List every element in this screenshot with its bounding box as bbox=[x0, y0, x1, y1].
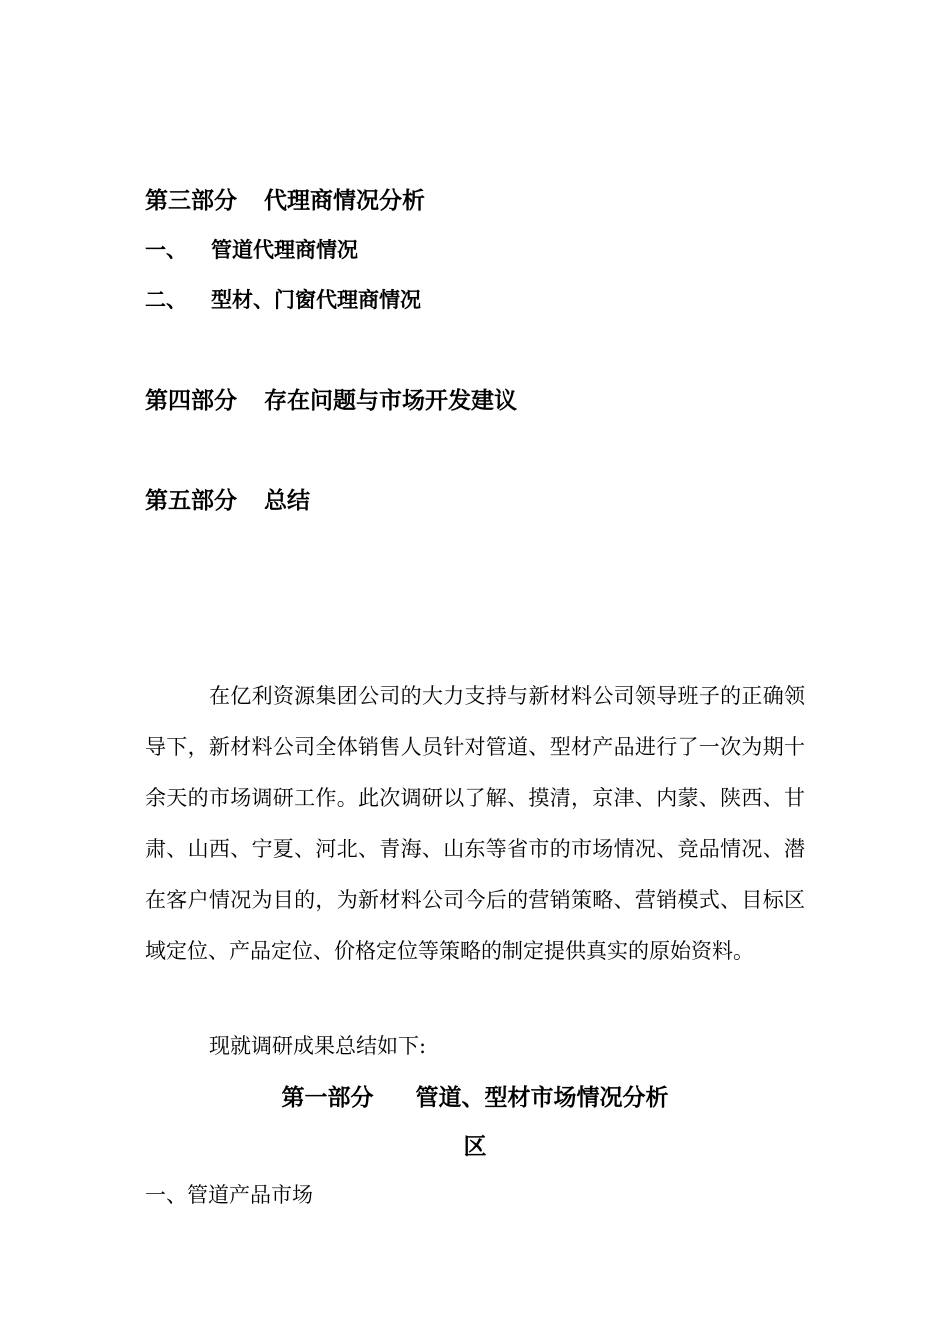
summary-line: 现就调研成果总结如下: bbox=[209, 1034, 427, 1058]
section1-heading: 一、管道产品市场 bbox=[145, 1183, 313, 1207]
part3-heading bbox=[145, 189, 425, 212]
part3-item-1-number: 一、 bbox=[145, 237, 187, 262]
part3-item-1-text: 管道代理商情况 bbox=[211, 237, 358, 262]
part5-label: 第五部分 bbox=[145, 487, 237, 514]
part4-heading bbox=[145, 389, 517, 412]
part3-item-2-text: 型材、门窗代理商情况 bbox=[211, 287, 421, 312]
part3-item-1 bbox=[145, 239, 358, 260]
part1-heading-continuation: 区 bbox=[463, 1133, 487, 1160]
part5-heading bbox=[145, 489, 310, 512]
part3-item-2 bbox=[145, 289, 421, 310]
part1-heading bbox=[145, 1086, 805, 1109]
part5-title: 总结 bbox=[264, 487, 310, 514]
part4-label: 第四部分 bbox=[145, 387, 237, 414]
part4-title: 存在问题与市场开发建议 bbox=[264, 387, 517, 414]
part1-title: 管道、型材市场情况分析 bbox=[415, 1084, 669, 1111]
part3-title: 代理商情况分析 bbox=[264, 187, 425, 214]
intro-paragraph: 在亿利资源集团公司的大力支持与新材料公司领导班子的正确领导下，新材料公司全体销售人员针对管道、型材产品进行了一次为期十余天的市场调研工作。此次调研以了解、摸清，京津、内蒙、陕西、甘肃、山西、宁夏、河北、青海、山东等省市的市场情况、竞品情况、潜在客户情况为目的，为新材料公司今后的营销策略、营销模式、目标区域定位、产品定位、价格定位等策略的制定提供真实的原始资料。 bbox=[145, 684, 805, 963]
part3-label: 第三部分 bbox=[145, 187, 237, 214]
part3-item-2-number: 二、 bbox=[145, 287, 187, 312]
part1-label: 第一部分 bbox=[281, 1084, 374, 1111]
